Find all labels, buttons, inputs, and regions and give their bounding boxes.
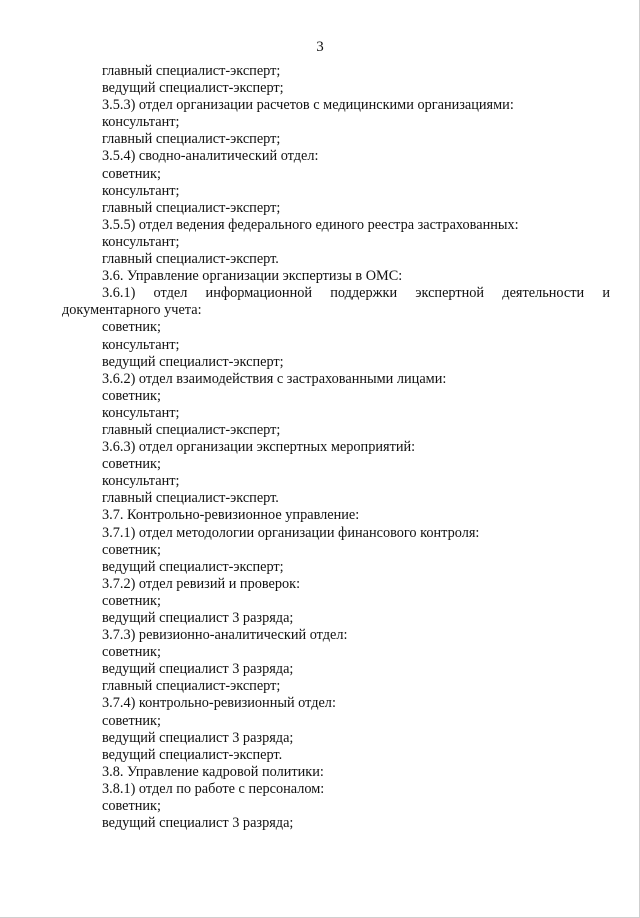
- position-item: консультант;: [102, 114, 180, 131]
- section-heading: 3.6.2) отдел взаимодействия с застрахованными лицами:: [102, 370, 447, 387]
- document-body: [62, 63, 610, 832]
- position-item: советник;: [102, 387, 161, 404]
- position-item: ведущий специалист-эксперт;: [102, 80, 284, 97]
- position-item: советник;: [102, 541, 161, 558]
- section-heading: 3.6.3) отдел организации экспертных мероприятий:: [102, 439, 416, 456]
- position-item: главный специалист-эксперт;: [102, 421, 281, 438]
- section-heading: 3.6. Управление организации экспертизы в ОМС:: [102, 268, 403, 285]
- position-item: советник;: [102, 592, 161, 609]
- page-number: 3: [316, 39, 324, 55]
- position-item: ведущий специалист 3 разряда;: [102, 815, 294, 832]
- section-heading: 3.5.4) сводно-аналитический отдел:: [102, 148, 319, 165]
- position-item: главный специалист-эксперт.: [102, 490, 279, 507]
- section-heading: 3.7. Контрольно-ревизионное управление:: [102, 507, 360, 524]
- section-heading: 3.7.3) ревизионно-аналитический отдел:: [102, 627, 348, 644]
- section-heading: 3.7.1) отдел методологии организации финансового контроля:: [102, 524, 480, 541]
- section-heading: 3.6.1) отдел информационной поддержки экспертной деятельности и: [102, 285, 610, 302]
- position-item: главный специалист-эксперт.: [102, 251, 279, 268]
- position-item: ведущий специалист-эксперт;: [102, 353, 284, 370]
- position-item: главный специалист-эксперт;: [102, 63, 281, 79]
- position-item: консультант;: [102, 404, 180, 421]
- position-item: консультант;: [102, 336, 180, 353]
- position-item: советник;: [102, 644, 161, 661]
- position-item: советник;: [102, 798, 161, 815]
- section-heading: 3.5.3) отдел организации расчетов с медицинскими организациями:: [102, 97, 514, 114]
- section-heading: 3.7.2) отдел ревизий и проверок:: [102, 575, 301, 592]
- position-item: главный специалист-эксперт;: [102, 199, 281, 216]
- position-item: ведущий специалист 3 разряда;: [102, 729, 294, 746]
- position-item: консультант;: [102, 182, 180, 199]
- section-heading: 3.7.4) контрольно-ревизионный отдел:: [102, 695, 336, 712]
- position-item: ведущий специалист 3 разряда;: [102, 661, 294, 678]
- position-item: советник;: [102, 165, 161, 182]
- position-item: советник;: [102, 319, 161, 336]
- position-item: ведущий специалист-эксперт;: [102, 558, 284, 575]
- position-item: советник;: [102, 712, 161, 729]
- position-item: консультант;: [102, 233, 180, 250]
- position-item: главный специалист-эксперт;: [102, 678, 281, 695]
- section-heading: 3.5.5) отдел ведения федерального единого реестра застрахованных:: [102, 216, 519, 233]
- position-item: консультант;: [102, 473, 180, 490]
- position-item: главный специалист-эксперт;: [102, 131, 281, 148]
- position-item: ведущий специалист-эксперт.: [102, 746, 283, 763]
- section-heading: 3.8. Управление кадровой политики:: [102, 763, 324, 780]
- position-item: советник;: [102, 456, 161, 473]
- section-heading-continuation: документарного учета:: [62, 302, 202, 319]
- position-item: ведущий специалист 3 разряда;: [102, 610, 294, 626]
- section-heading: 3.8.1) отдел по работе с персоналом:: [102, 780, 325, 797]
